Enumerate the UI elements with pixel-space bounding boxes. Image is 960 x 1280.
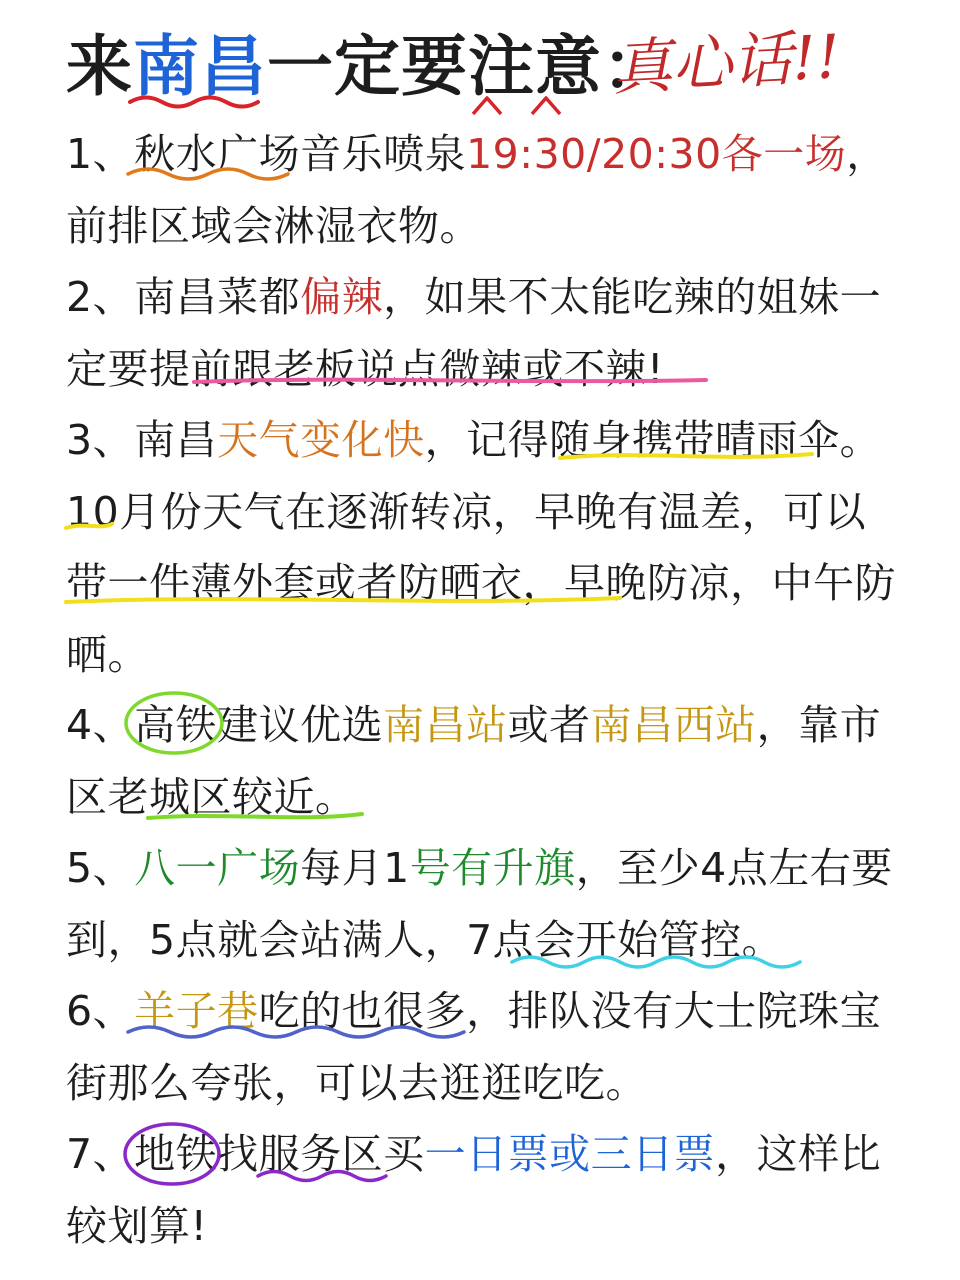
text-segment: ，这样比较划算! <box>66 1130 882 1250</box>
tip-item-7 <box>66 1119 896 1262</box>
tip-item-1 <box>66 119 896 262</box>
item-number: 4、 <box>66 701 135 749</box>
item-number: 5、 <box>66 844 135 892</box>
highlight-segment: 偏辣 <box>300 273 384 321</box>
text-segment: ，如果不太能吃辣的姐妹一定要提前跟老板说点微辣或不辣! <box>66 273 882 393</box>
tip-item-6 <box>66 976 896 1119</box>
handwritten-note: 真心话!! <box>610 22 842 104</box>
highlight-segment: 南昌站 <box>383 701 508 749</box>
text-segment: 南昌菜都 <box>134 273 301 321</box>
tip-item-3 <box>66 405 896 691</box>
highlight-segment: 天气变化快 <box>217 416 425 464</box>
item-number: 7、 <box>66 1130 135 1178</box>
highlight-segment: 羊子巷 <box>134 987 259 1035</box>
text-segment: ，记得随身携带晴雨伞。10月份天气在逐渐转凉，早晚有温差，可以带一件薄外套或者防晒衣，早晚防凉，中午防晒。 <box>66 416 896 679</box>
text-segment: ，至少4点左右要到，5点就会站满人，7点会开始管控。 <box>66 844 893 964</box>
highlight-segment: 19:30/20:30各一场 <box>466 130 847 178</box>
item-number: 6、 <box>66 987 135 1035</box>
title-prefix: 来 <box>66 28 133 105</box>
item-number: 3、 <box>66 416 135 464</box>
highlight-segment: 一日票或三日票 <box>424 1130 716 1178</box>
tip-item-2 <box>66 262 896 405</box>
item-number: 2、 <box>66 273 135 321</box>
text-segment: ，靠市区老城区较近。 <box>66 701 882 821</box>
highlight-segment: 南昌西站 <box>590 701 757 749</box>
text-segment: 或者 <box>507 701 591 749</box>
text-segment: 每月1 <box>300 844 410 892</box>
highlight-segment: 八一广场 <box>134 844 301 892</box>
text-segment: 吃的也很多，排队没有大士院珠宝街那么夸张，可以去逛逛吃吃。 <box>66 987 882 1107</box>
item-number: 1、 <box>66 130 135 178</box>
tip-item-5 <box>66 833 896 976</box>
tip-item-4 <box>66 690 896 833</box>
title-highlight-city: 南昌 <box>133 28 267 105</box>
text-segment: 秋水广场音乐喷泉 <box>134 130 467 178</box>
text-segment: 南昌 <box>134 416 218 464</box>
text-segment: 地铁找服务区买 <box>134 1130 425 1178</box>
highlight-segment: 号有升旗 <box>409 844 576 892</box>
title-suffix: 一定要注意： <box>267 28 669 105</box>
page-title <box>66 22 669 112</box>
text-segment: 高铁建议优选 <box>134 701 384 749</box>
text-segment: ，前排区域会淋湿衣物。 <box>66 130 888 250</box>
